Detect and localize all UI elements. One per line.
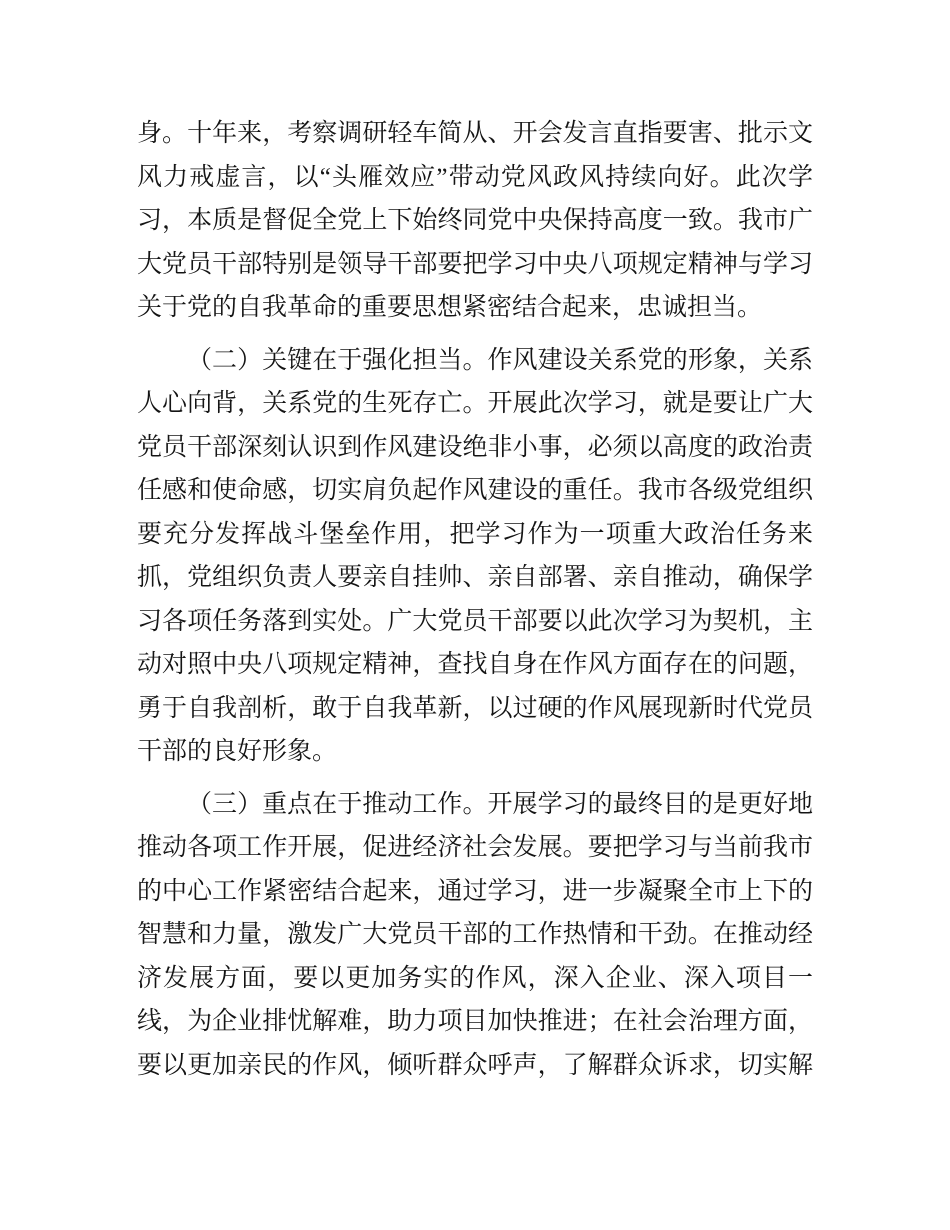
paragraph xyxy=(137,112,813,330)
text-line: 勇于自我剖析，敢于自我革新，以过硬的作风展现新时代党员 xyxy=(137,694,813,722)
text-line: 要充分发挥战斗堡垒作用，把学习作为一项重大政治任务来 xyxy=(137,520,813,548)
text-line: 抓，党组织负责人要亲自挂帅、亲自部署、亲自推动，确保学 xyxy=(137,564,813,591)
text-line: 人心向背，关系党的生死存亡。开展此次学习，就是要让广大 xyxy=(137,390,813,417)
text-line: 推动各项工作开展，促进经济社会发展。要把学习与当前我市 xyxy=(137,834,813,861)
text-line: 济发展方面，要以更加务实的作风，深入企业、深入项目一 xyxy=(137,964,813,992)
paragraph xyxy=(137,339,813,774)
text-line: 身。十年来，考察调研轻车简从、开会发言直指要害、批示文 xyxy=(137,120,813,147)
text-line: 党员干部深刻认识到作风建设绝非小事，必须以高度的政治责 xyxy=(137,433,813,461)
text-line: 要以更加亲民的作风，倾听群众呼声，了解群众诉求，切实解 xyxy=(137,1051,813,1079)
text-line: 线，为企业排忧解难，助力项目加快推进；在社会治理方面， xyxy=(137,1008,813,1035)
text-line: 动对照中央八项规定精神，查找自身在作风方面存在的问题， xyxy=(137,651,813,678)
text-line: 习，本质是督促全党上下始终同党中央保持高度一致。我市广 xyxy=(137,207,813,234)
text-content xyxy=(137,112,813,1087)
text-line: 风力戒虚言，以“头雁效应”带动党风政风持续向好。此次学 xyxy=(137,163,813,191)
text-line: （三）重点在于推动工作。开展学习的最终目的是更好地 xyxy=(187,790,813,818)
paragraph xyxy=(137,783,813,1088)
text-line: 智慧和力量，激发广大党员干部的工作热情和干劲。在推动经 xyxy=(137,921,813,948)
text-line: 的中心工作紧密结合起来，通过学习，进一步凝聚全市上下的 xyxy=(137,877,813,905)
text-line: 关于党的自我革命的重要思想紧密结合起来，忠诚担当。 xyxy=(137,294,763,321)
text-line: 干部的良好形象。 xyxy=(137,738,338,765)
text-line: 大党员干部特别是领导干部要把学习中央八项规定精神与学习 xyxy=(137,250,813,278)
text-line: 习各项任务落到实处。广大党员干部要以此次学习为契机，主 xyxy=(137,607,813,635)
text-line: 任感和使命感，切实肩负起作风建设的重任。我市各级党组织 xyxy=(137,477,813,504)
text-line: （二）关键在于强化担当。作风建设关系党的形象，关系 xyxy=(187,346,813,374)
